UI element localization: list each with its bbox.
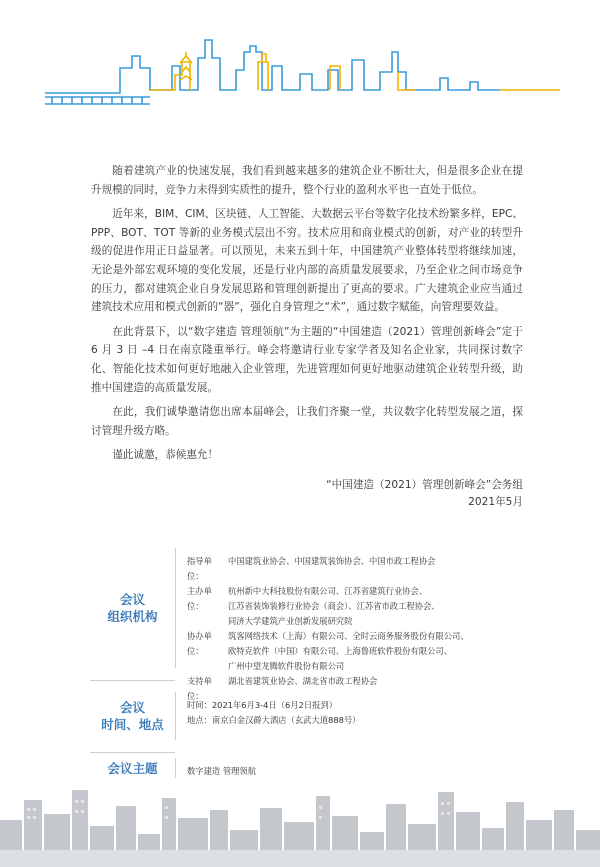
theme-content: [175, 758, 520, 778]
org-host: 主办单位： 杭州新中大科技股份有限公司、江苏省建筑行业协会、 江苏省装饰装修行业协会（商会）、江苏省市政工程协会、 同济大学建筑产业创新发展研究院: [187, 586, 440, 626]
invitation-letter: [91, 162, 523, 511]
letter-paragraph: 在此，我们诚挚邀请您出席本届峰会，让我们齐聚一堂，共议数字化转型发展之道，探讨管理升级方略。: [91, 406, 523, 437]
letter-paragraph: 在此背景下，以“数字建造 管理领航”为主题的“中国建造（2021）管理创新峰会”定于 6 月 3 日 –4 日在南京隆重举行。峰会将邀请行业专家学者及知名企业家，共同探讨数字化、智能化技术如何更好地融入企业管理，先进管理如何更好地驱动建筑企业转型升级，助推中国建造的高质量发展。: [91, 325, 523, 394]
meeting-theme: 数字建造 管理领航: [187, 766, 257, 776]
org-guide: 指导单位： 中国建筑业协会、中国建筑装饰协会、中国市政工程协会: [187, 556, 436, 581]
signature-date: 2021年5月: [468, 495, 523, 508]
time-place-label: 会议 时间、地点: [101, 700, 164, 732]
theme-label: 会议主题: [107, 760, 158, 776]
meeting-time: 时间：2021年6月3-4日（6月2日报到）: [187, 700, 338, 710]
section-divider: [90, 752, 175, 753]
meeting-info: [90, 548, 520, 778]
skyline-line-art: [0, 0, 600, 120]
theme-section: [90, 758, 520, 778]
org-section: [90, 548, 520, 701]
letter-paragraph: 近年来，BIM、CIM、区块链、人工智能、大数据云平台等数字化技术纷繁多样，EPC、PPP、BOT、TOT 等新的业务模式层出不穷。技术应用和商业模式的创新，对产业的转型升级的促进作用正日益显著。可以预见，未来五到十年，中国建筑产业整体转型将继续加速，无论是外部宏观环境的变化发展，还是行业内部的高质量发展要求，乃至企业之间市场竞争的压力，都对建筑企业自身发展思路和管理创新提出了更高的要求。广大建筑企业应当通过建筑技术应用和模式创新的“器”，强化自身管理之“术”，通过数字赋能，向管理要效益。: [91, 208, 523, 314]
org-content: [175, 548, 520, 701]
org-support: 支持单位： 湖北省建筑业协会、湖北省市政工程协会: [187, 676, 378, 701]
org-label: 会议 组织机构: [107, 592, 158, 624]
time-place-section: [90, 692, 520, 740]
section-divider: [90, 680, 175, 681]
letter-paragraph: 谨此诚邀，恭候惠允！: [112, 449, 219, 462]
signature: “中国建造（2021）管理创新峰会”会务组: [326, 478, 523, 491]
letter-paragraph: 随着建筑产业的快速发展，我们看到越来越多的建筑企业不断壮大，但是很多企业在提升规模的同时，竞争力未得到实质性的提升，整个行业的盈利水平也一直处于低位。: [91, 165, 523, 196]
meeting-place: 地点：南京白金汉爵大酒店（玄武大道888号）: [187, 715, 361, 725]
signature-block: [91, 477, 523, 511]
org-co: 协办单位： 筑客网络技术（上海）有限公司、全时云商务服务股份有限公司、 欧特克软件（中国）有限公司、上海鲁班软件股份有限公司、 广州中望龙腾软件股份有限公司: [187, 631, 469, 671]
city-buildings-illustration: [0, 780, 600, 867]
time-place-content: [175, 692, 520, 740]
